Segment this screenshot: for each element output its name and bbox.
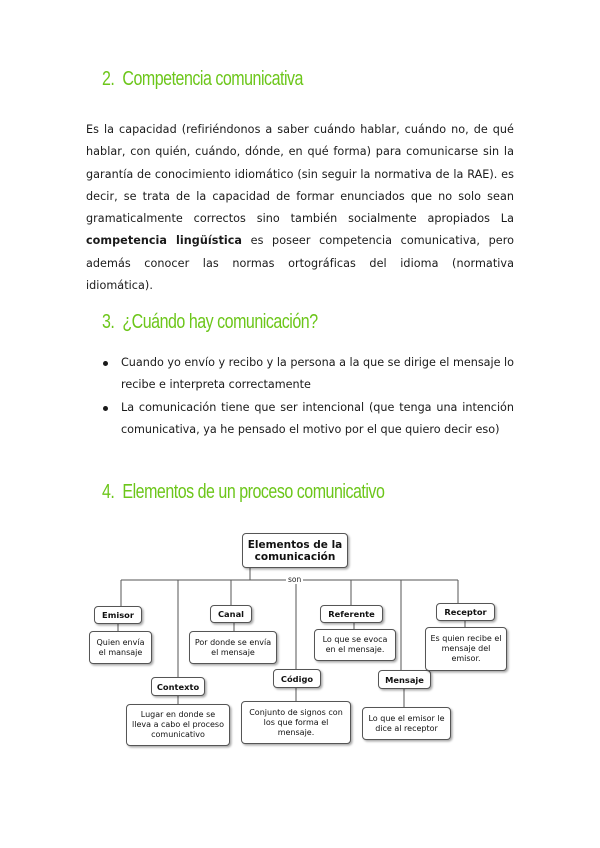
section-2-text-before: Es la capacidad (refiriéndonos a saber cuándo hablar, cuándo no, de qué hablar, con quién, cuándo, dónde, en qué forma) para comunicarse sin la garantía de conocimiento idiomático (sin seguir la normativa de la RAE). es decir, se trata de la capacidad de formar enunciados que no solo sean gramaticalmente correctos sino también socialmente apropiados La (86, 123, 514, 226)
section-3-bullet-list (86, 352, 514, 441)
node-contexto-description: Lugar en donde se lleva a cabo el proceso comunicativo (126, 704, 230, 746)
bullet-item (86, 352, 514, 397)
bullet-text: Cuando yo envío y recibo y la persona a la que se dirige el mensaje lo recibe e interpreta correctamente (121, 356, 514, 392)
section-2-paragraph (86, 119, 514, 297)
node-codigo: Código (273, 669, 321, 688)
bullet-item (86, 397, 514, 442)
bullet-icon (103, 361, 108, 366)
node-canal-description: Por donde se envía el mensaje (189, 631, 277, 664)
section-4-number: 4. (102, 481, 115, 503)
node-emisor-description: Quien envía el mansaje (89, 631, 152, 664)
node-codigo-description: Conjunto de signos con los que forma el mensaje. (241, 701, 351, 744)
node-receptor-description: Es quien recibe el mensaje del emisor. (425, 627, 507, 671)
diagram-root-node: Elementos de la comunicación (242, 533, 348, 568)
section-2-number: 2. (102, 68, 115, 90)
section-2-text-after: es poseer competencia comunicativa, pero además conocer las normas ortográficas del idioma (normativa idiomática). (86, 234, 515, 293)
communication-elements-diagram (86, 530, 516, 750)
node-receptor: Receptor (436, 603, 495, 621)
bullet-text: La comunicación tiene que ser intencional (que tenga una intención comunicativa, ya he pensado el motivo por el que quiero decir eso) (121, 400, 514, 436)
section-2-title: Competencia comunicativa (122, 68, 303, 90)
section-3-number: 3. (102, 311, 115, 333)
section-4-heading (102, 481, 384, 504)
node-canal: Canal (210, 605, 252, 623)
node-referente: Referente (320, 605, 383, 623)
section-4-title: Elementos de un proceso comunicativo (122, 481, 385, 503)
node-referente-description: Lo que se evoca en el mensaje. (314, 629, 396, 661)
section-3-title: ¿Cuándo hay comunicación? (122, 311, 318, 333)
section-2-text-bold: competencia lingüística (86, 234, 243, 248)
section-3-heading (102, 311, 318, 334)
node-contexto: Contexto (151, 677, 205, 696)
bullet-icon (103, 406, 108, 411)
connector-son-label: son (288, 575, 302, 584)
node-mensaje-description: Lo que el emisor le dice al receptor (362, 707, 451, 740)
node-mensaje: Mensaje (378, 670, 431, 689)
section-2-heading (102, 68, 303, 91)
node-emisor: Emisor (94, 606, 142, 624)
